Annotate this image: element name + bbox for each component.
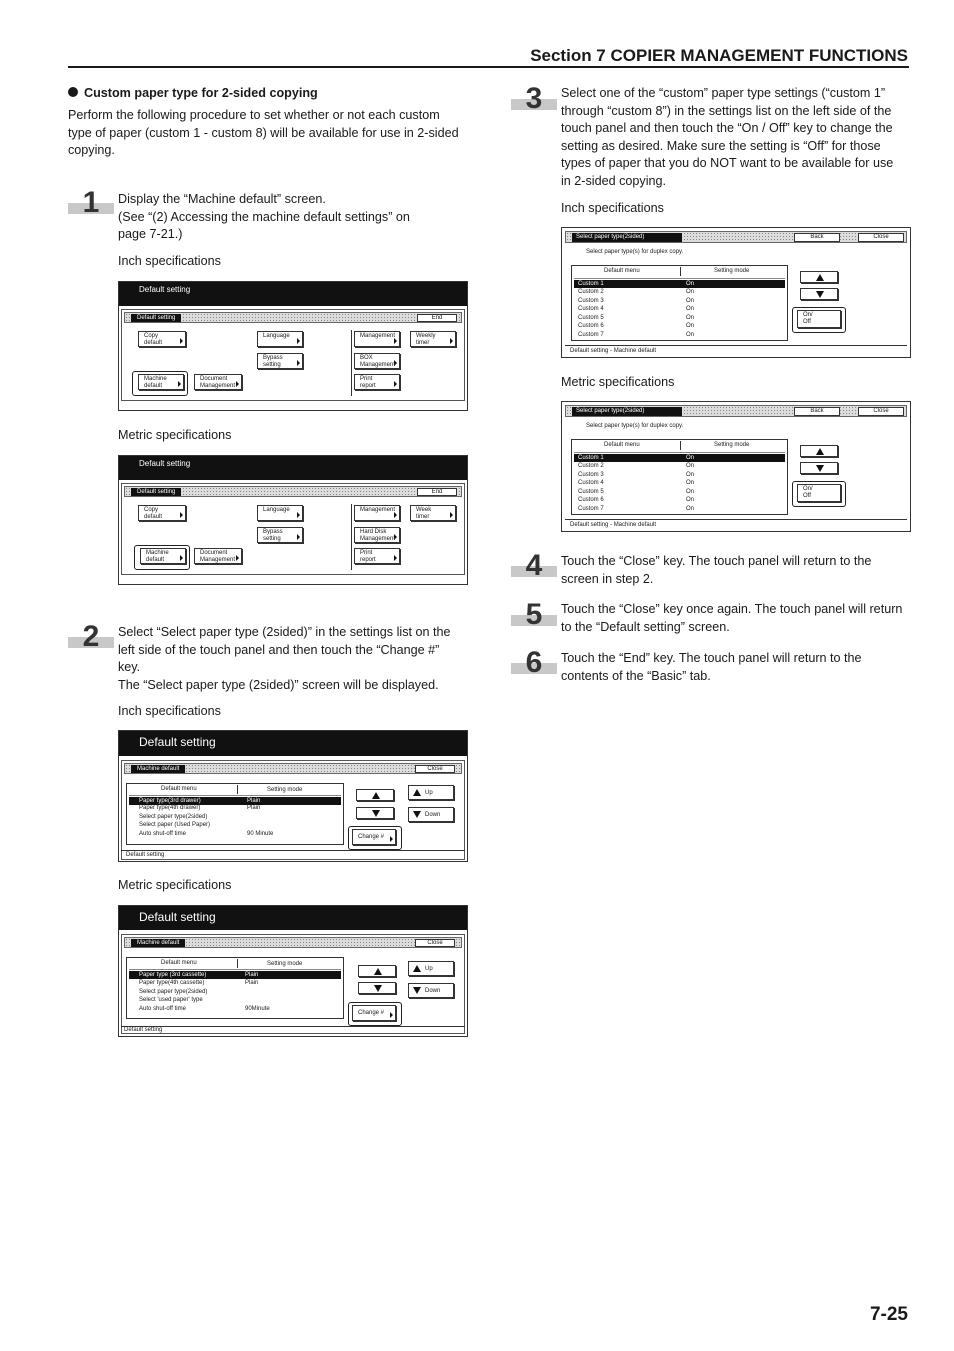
language-key[interactable]: Language <box>257 505 303 521</box>
status-breadcrumb: Default setting <box>124 1027 163 1033</box>
page-number: 7-25 <box>869 1304 908 1325</box>
list-item[interactable]: Custom 3 On <box>578 298 695 304</box>
up-button[interactable]: Up <box>408 785 454 800</box>
step-badge: 2 <box>68 624 114 654</box>
touch-panel-screen <box>118 905 468 1037</box>
touch-panel-screen <box>118 730 468 862</box>
down-button[interactable]: Down <box>408 983 454 998</box>
box-management-key[interactable]: BOX Management <box>354 353 400 369</box>
scroll-up-arrow[interactable] <box>356 789 394 801</box>
touch-panel-screen <box>118 281 468 411</box>
tab-default-setting[interactable]: Default setting <box>131 488 181 496</box>
list-item[interactable]: Auto shut-off time 90Minute <box>139 1006 270 1012</box>
list-item[interactable]: Select paper type(2sided) <box>139 989 208 995</box>
step-text: Select one of the “custom” paper type settings (“custom 1” through “custom 8”) in the settings list on the left side of the touch panel and then touch the “On / Off” key to change the setting as desired. Make sure the setting is “Off” for those types of paper that you do NOT want to be available for use in 2-sided copying. <box>561 86 894 188</box>
triangle-up-icon <box>413 789 421 796</box>
screen-toolbar <box>124 937 462 948</box>
settings-list: Default menu Setting mode Custom 1 On Custom 2 On Custom 3 On Custom 4 On Custom 5 On Custom 6 On Custom 7 On <box>571 265 788 341</box>
scroll-up-arrow[interactable] <box>800 271 838 283</box>
instruction-text: Select paper type(s) for duplex copy. <box>586 249 684 255</box>
step-badge: 1 <box>68 190 114 220</box>
tab-machine-default[interactable]: Machine default <box>131 765 185 773</box>
list-item[interactable]: Select paper type(2sided) <box>139 814 208 820</box>
list-item[interactable]: Custom 1 On <box>574 280 785 288</box>
list-item[interactable]: Custom 3 On <box>578 472 695 478</box>
intro-paragraph: Perform the following procedure to set whether or not each custom type of paper (custom 1 - custom 8) will be available for use in 2-sided copying. <box>68 108 459 158</box>
tab-select-paper-type-2sided[interactable]: Select paper type(2sided) <box>572 233 682 242</box>
tab-machine-default[interactable]: Machine default <box>131 939 185 947</box>
management-key[interactable]: Management <box>354 505 400 521</box>
close-button[interactable]: Close <box>415 765 455 773</box>
header-rule <box>68 66 909 68</box>
bypass-setting-key[interactable]: Bypass setting <box>257 353 303 369</box>
scroll-up-arrow[interactable] <box>800 445 838 457</box>
weekly-timer-key[interactable]: Weekly timer <box>410 331 456 347</box>
triangle-up-icon <box>374 968 382 975</box>
document-management-key[interactable]: Document Management <box>194 548 242 564</box>
list-item[interactable]: Paper type(4th cassette) Plain <box>139 980 259 986</box>
step-text: Display the “Machine default” screen. (See “(2) Accessing the machine default settings” on page 7-21.) <box>118 192 410 242</box>
screen-title: Default setting <box>139 459 191 468</box>
triangle-up-icon <box>372 792 380 799</box>
bullet-heading: Custom paper type for 2-sided copying <box>84 86 318 100</box>
step-badge: 5 <box>511 602 557 632</box>
machine-default-key[interactable]: Machine default <box>138 374 184 390</box>
caption-inch: Inch specifications <box>118 704 221 718</box>
triangle-down-icon <box>816 291 824 298</box>
list-item[interactable]: Paper type (3rd cassette) Plain <box>129 971 341 979</box>
on-off-button[interactable]: On/ Off <box>797 484 841 502</box>
triangle-down-icon <box>372 810 380 817</box>
triangle-down-icon <box>413 811 421 818</box>
scroll-down-arrow[interactable] <box>800 288 838 300</box>
screen-toolbar <box>565 405 907 417</box>
touch-panel-screen <box>561 401 911 532</box>
screen-toolbar <box>124 486 462 497</box>
triangle-down-icon <box>816 465 824 472</box>
list-item[interactable]: Custom 5 On <box>578 489 695 495</box>
status-breadcrumb: Default setting - Machine default <box>570 348 657 354</box>
list-item[interactable]: Custom 1 On <box>574 454 785 462</box>
list-item[interactable]: Custom 2 On <box>578 463 695 469</box>
caption-metric: Metric specifications <box>118 878 232 892</box>
management-key[interactable]: Management <box>354 331 400 347</box>
end-button[interactable]: End <box>417 488 457 496</box>
end-button[interactable]: End <box>417 314 457 322</box>
list-item[interactable]: Custom 7 On <box>578 332 695 338</box>
touch-panel-screen <box>561 227 911 358</box>
tab-select-paper-type-2sided[interactable]: Select paper type(2sided) <box>572 407 682 416</box>
list-item[interactable]: Custom 5 On <box>578 315 695 321</box>
step-text: Touch the “Close” key once again. The touch panel will return to the “Default setting” screen. <box>561 602 903 634</box>
step-badge: 4 <box>511 553 557 583</box>
bullet-icon <box>68 87 78 97</box>
screen-title: Default setting <box>139 735 216 749</box>
status-breadcrumb: Default setting <box>126 852 165 858</box>
step-badge: 6 <box>511 650 557 680</box>
copy-default-key[interactable]: Copy default <box>138 505 186 521</box>
triangle-up-icon <box>816 448 824 455</box>
document-management-key[interactable]: Document Management <box>194 374 242 390</box>
list-item[interactable]: Custom 7 On <box>578 506 695 512</box>
triangle-up-icon <box>816 274 824 281</box>
change-button[interactable]: Change # <box>352 1005 396 1021</box>
print-report-key[interactable]: Print report <box>354 374 400 390</box>
list-item[interactable]: Custom 2 On <box>578 289 695 295</box>
screen-title: Default setting <box>139 285 191 294</box>
back-button[interactable]: Back <box>794 233 840 242</box>
screen-toolbar <box>124 763 462 774</box>
scroll-down-arrow[interactable] <box>356 807 394 819</box>
close-button[interactable]: Close <box>415 939 455 947</box>
copy-default-key[interactable]: Copy default <box>138 331 186 347</box>
list-item[interactable]: Paper type(3rd drawer) Plain <box>129 797 341 805</box>
step-text: Select “Select paper type (2sided)” in the settings list on the left side of the touch panel and then touch the “Change #” key. The “Select paper type (2sided)” screen will be displayed. <box>118 625 451 692</box>
list-item[interactable]: Select paper (Used Paper) <box>139 822 211 828</box>
triangle-up-icon <box>413 965 421 972</box>
step-text: Touch the “Close” key. The touch panel will return to the screen in step 2. <box>561 554 872 586</box>
triangle-down-icon <box>374 985 382 992</box>
on-off-button[interactable]: On/ Off <box>797 310 841 328</box>
list-item[interactable]: Custom 4 On <box>578 480 695 486</box>
caption-metric: Metric specifications <box>118 428 232 442</box>
list-item[interactable]: Custom 6 On <box>578 497 695 503</box>
instruction-text: Select paper type(s) for duplex copy. <box>586 423 684 429</box>
screen-toolbar <box>565 231 907 243</box>
tab-default-setting[interactable]: Default setting <box>131 314 181 322</box>
caption-inch: Inch specifications <box>118 254 221 268</box>
settings-list: Default menu Setting mode Paper type (3rd cassette) Plain Paper type(4th cassette) Plain Select paper type(2sided) Select 'used paper' type Auto shut-off time 90Minute <box>126 957 344 1019</box>
status-breadcrumb: Default setting - Machine default <box>570 522 657 528</box>
back-button[interactable]: Back <box>794 407 840 416</box>
settings-list: Default menu Setting mode Custom 1 On Custom 2 On Custom 3 On Custom 4 On Custom 5 On Custom 6 On Custom 7 On <box>571 439 788 515</box>
list-item[interactable]: Select 'used paper' type <box>139 997 203 1003</box>
machine-default-key[interactable]: Machine default <box>140 548 186 564</box>
list-item[interactable]: Paper type(4th drawer) Plain <box>139 805 261 811</box>
scroll-up-arrow[interactable] <box>358 965 396 977</box>
language-key[interactable]: Language <box>257 331 303 347</box>
screen-toolbar <box>124 312 462 323</box>
section-title: Section 7 COPIER MANAGEMENT FUNCTIONS <box>530 46 908 65</box>
caption-inch: Inch specifications <box>561 201 664 215</box>
screen-title: Default setting <box>139 910 216 924</box>
list-item[interactable]: Custom 4 On <box>578 306 695 312</box>
down-button[interactable]: Down <box>408 807 454 822</box>
close-button[interactable]: Close <box>858 407 904 416</box>
list-item[interactable]: Custom 6 On <box>578 323 695 329</box>
scroll-down-arrow[interactable] <box>358 982 396 994</box>
list-item[interactable]: Auto shut-off time 90 Minute <box>139 831 274 837</box>
touch-panel-screen <box>118 455 468 585</box>
print-report-key[interactable]: Print report <box>354 548 400 564</box>
settings-list: Default menu Setting mode Paper type(3rd drawer) Plain Paper type(4th drawer) Plain Select paper type(2sided) Select paper (Used Paper) Auto shut-off time 90 Minute <box>126 783 344 845</box>
up-button[interactable]: Up <box>408 961 454 976</box>
triangle-down-icon <box>413 987 421 994</box>
week-timer-key[interactable]: Week timer <box>410 505 456 521</box>
change-button[interactable]: Change # <box>352 829 396 845</box>
bypass-setting-key[interactable]: Bypass setting <box>257 527 303 543</box>
step-text: Touch the “End” key. The touch panel will return to the contents of the “Basic” tab. <box>561 651 862 683</box>
close-button[interactable]: Close <box>858 233 904 242</box>
hard-disk-management-key[interactable]: Hard Disk Management <box>354 527 400 543</box>
step-badge: 3 <box>511 86 557 116</box>
caption-metric: Metric specifications <box>561 375 675 389</box>
scroll-down-arrow[interactable] <box>800 462 838 474</box>
